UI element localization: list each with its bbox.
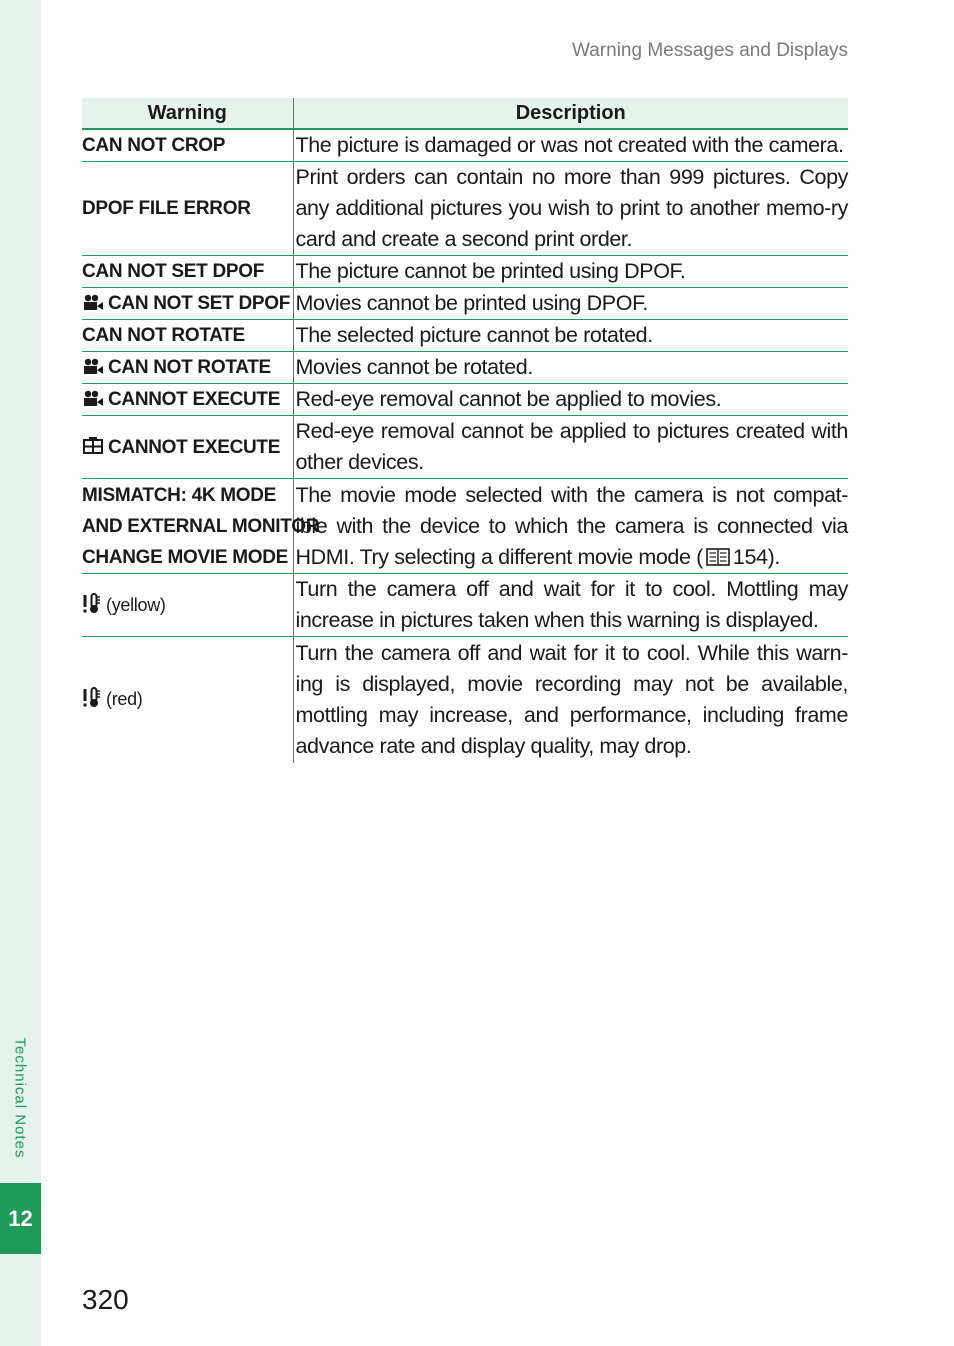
warning-text: (red): [106, 689, 143, 710]
warning-text: CAN NOT SET DPOF: [82, 261, 265, 282]
description-cell: The selected picture cannot be rotated.: [293, 320, 848, 352]
other-device-image-icon: [82, 437, 104, 455]
table-row: [82, 256, 848, 288]
warning-cell: [82, 416, 293, 479]
description-text: The movie mode selected with the camera is not compat-ible with the device to which the camera is connected via HDMI. Try selecting a different movie mode (: [295, 482, 848, 569]
warning-text: CAN NOT SET DPOF: [108, 293, 291, 314]
warning-cell: [82, 320, 293, 352]
description-cell: The picture cannot be printed using DPOF.: [293, 256, 848, 288]
table-row: [82, 384, 848, 416]
column-header-warning: Warning: [82, 98, 293, 129]
table-row: [82, 637, 848, 763]
warning-cell: [82, 288, 293, 320]
table-row: [82, 288, 848, 320]
description-cell: Print orders can contain no more than 999 pictures. Copy any additional pictures you wish to print to another memo-ry card and create a second print order.: [293, 162, 848, 256]
warning-text: CAN NOT ROTATE: [108, 357, 271, 378]
page-number: 320: [82, 1284, 129, 1315]
description-cell: The picture is damaged or was not created with the camera.: [293, 129, 848, 162]
warning-line: MISMATCH: 4K MODE: [82, 484, 277, 506]
description-cell: Movies cannot be printed using DPOF.: [293, 288, 848, 320]
warning-cell: [82, 352, 293, 384]
warning-cell: [82, 637, 293, 763]
movie-icon: [82, 358, 104, 375]
warning-cell: [82, 479, 320, 574]
running-header: Warning Messages and Displays: [572, 40, 848, 61]
description-cell: Red-eye removal cannot be applied to movies.: [293, 384, 848, 416]
description-cell: Turn the camera off and wait for it to cool. Mottling may increase in pictures taken when this warning is displayed.: [293, 574, 848, 637]
temperature-warning-icon: [82, 592, 102, 614]
warning-text: CANNOT EXECUTE: [108, 436, 281, 458]
table-row: [82, 574, 848, 637]
table-row: [82, 479, 848, 574]
description-cell: [293, 479, 848, 574]
table-row: [82, 162, 848, 256]
movie-icon: [82, 294, 104, 311]
table-row: [82, 129, 848, 162]
table-row: [82, 320, 848, 352]
warning-cell: [82, 384, 293, 416]
warning-text: CAN NOT ROTATE: [82, 325, 245, 346]
column-header-description: Description: [293, 98, 848, 129]
temperature-warning-icon: [82, 686, 102, 708]
description-cell: Red-eye removal cannot be applied to pictures created with other devices.: [293, 416, 848, 479]
table-header-row: [82, 98, 848, 129]
warning-text: CANNOT EXECUTE: [108, 389, 281, 410]
warning-cell: [82, 162, 293, 256]
warnings-table: [82, 98, 848, 763]
description-text: ).: [767, 544, 780, 569]
table-row: [82, 352, 848, 384]
warning-line: CHANGE MOVIE MODE: [82, 546, 289, 568]
warning-cell: [82, 129, 293, 162]
movie-icon: [82, 390, 104, 407]
warning-cell: [82, 256, 293, 288]
warning-text: CAN NOT CROP: [82, 135, 226, 156]
book-reference-icon: [706, 548, 730, 566]
warning-text: DPOF FILE ERROR: [82, 198, 251, 219]
section-label: Technical Notes: [11, 1037, 29, 1159]
description-cell: Turn the camera off and wait for it to cool. While this warn-ing is displayed, movie recording may not be available, mottling may increase, and performance, including frame advance rate and display quality, may drop.: [295, 640, 848, 758]
table-row: [82, 416, 848, 479]
description-cell: Movies cannot be rotated.: [293, 352, 848, 384]
page-reference[interactable]: 154: [732, 544, 768, 569]
warning-line: AND EXTERNAL MONITOR: [82, 515, 320, 537]
warning-cell: [82, 574, 293, 637]
warning-text: (yellow): [106, 594, 166, 615]
chapter-tab[interactable]: 12: [0, 1183, 41, 1254]
